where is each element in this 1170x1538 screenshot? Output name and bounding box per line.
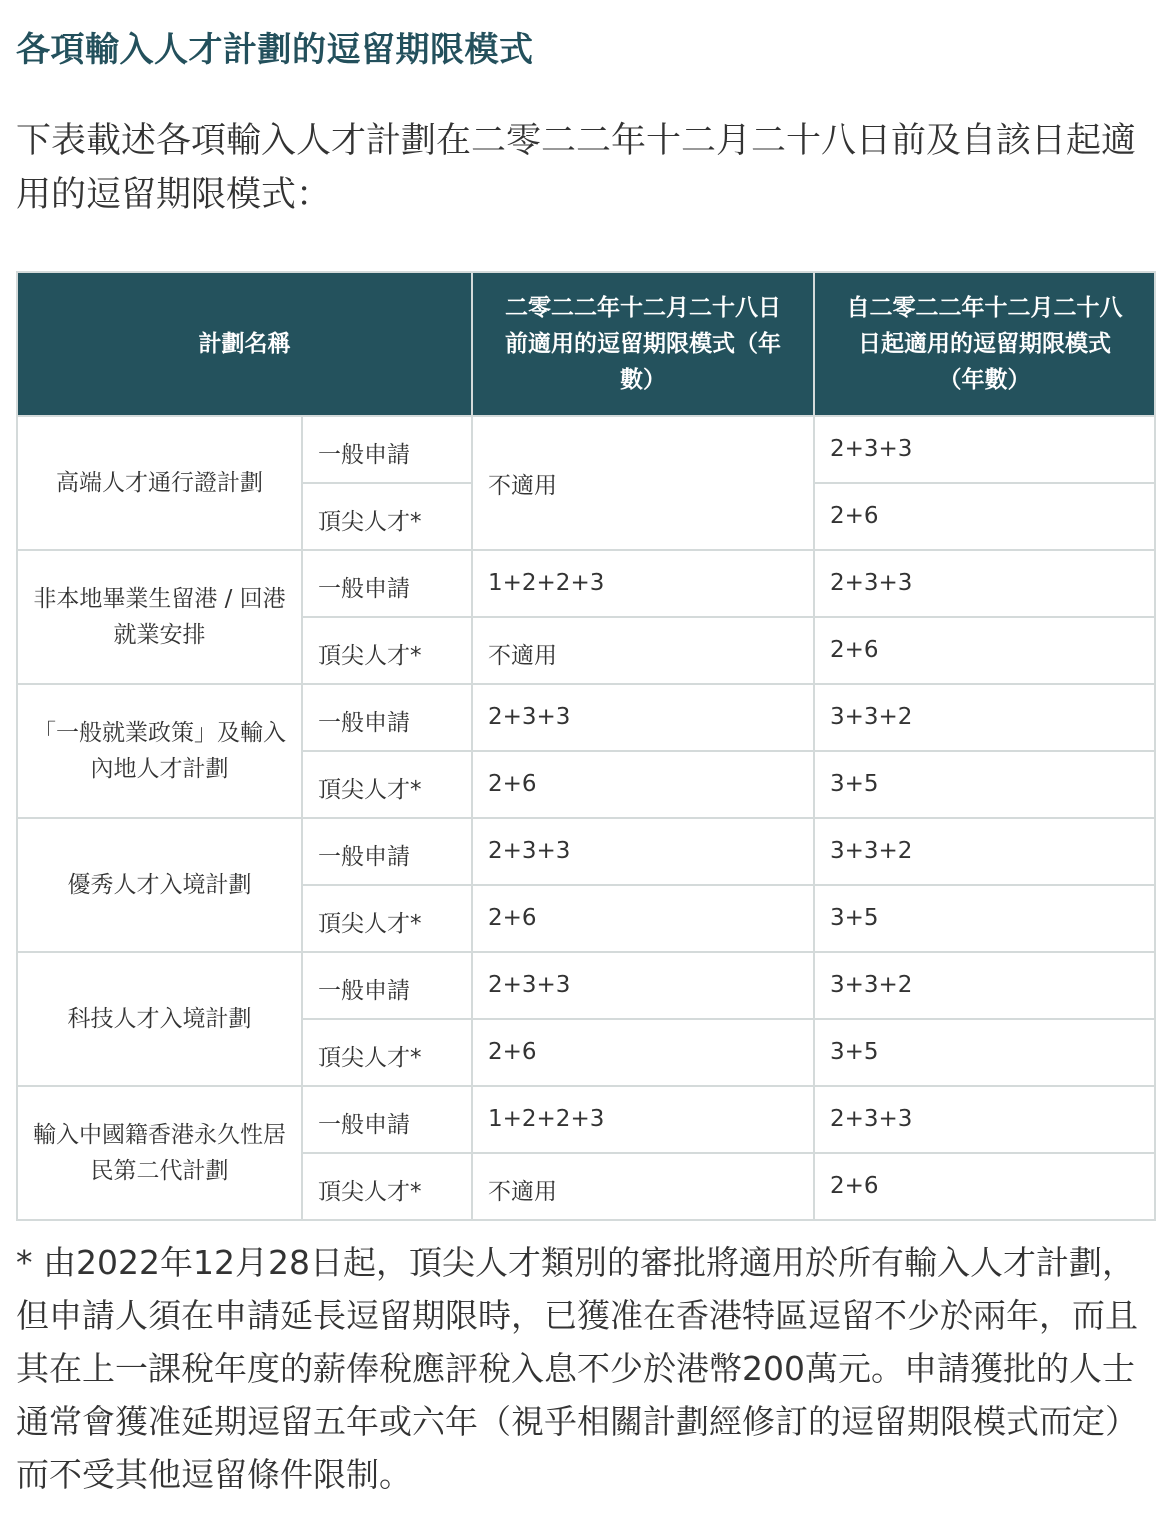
category-cell: 頂尖人才* [302, 1019, 472, 1086]
before-value-cell: 不適用 [472, 1153, 814, 1220]
category-cell: 一般申請 [302, 818, 472, 885]
after-value-cell: 3+5 [814, 751, 1155, 818]
category-cell: 頂尖人才* [302, 885, 472, 952]
category-cell: 一般申請 [302, 952, 472, 1019]
category-cell: 頂尖人才* [302, 1153, 472, 1220]
before-value-cell: 2+6 [472, 751, 814, 818]
before-value-cell: 2+3+3 [472, 684, 814, 751]
table-row [17, 1086, 1155, 1153]
category-cell: 一般申請 [302, 416, 472, 483]
category-cell: 一般申請 [302, 550, 472, 617]
page-heading: 各項輸入人才計劃的逗留期限模式 [16, 30, 534, 70]
before-value-cell: 不適用 [472, 617, 814, 684]
category-cell: 一般申請 [302, 684, 472, 751]
scheme-name-cell: 「一般就業政策」及輸入內地人才計劃 [17, 684, 302, 818]
category-cell: 頂尖人才* [302, 751, 472, 818]
after-value-cell: 3+5 [814, 885, 1155, 952]
table-header-row [17, 272, 1155, 416]
category-cell: 頂尖人才* [302, 617, 472, 684]
after-value-cell: 3+3+2 [814, 818, 1155, 885]
scheme-name-cell: 高端人才通行證計劃 [17, 416, 302, 550]
after-value-cell: 2+6 [814, 1153, 1155, 1220]
header-scheme-name: 計劃名稱 [17, 272, 472, 416]
table-row [17, 818, 1155, 885]
before-value-cell: 1+2+2+3 [472, 550, 814, 617]
before-value-cell: 2+6 [472, 1019, 814, 1086]
after-value-cell: 2+6 [814, 617, 1155, 684]
after-value-cell: 3+3+2 [814, 684, 1155, 751]
before-value-cell: 2+3+3 [472, 952, 814, 1019]
scheme-name-cell: 非本地畢業生留港 / 回港就業安排 [17, 550, 302, 684]
after-value-cell: 2+6 [814, 483, 1155, 550]
before-value-cell: 2+6 [472, 885, 814, 952]
table-row [17, 550, 1155, 617]
stay-period-table [16, 271, 1156, 1221]
scheme-name-cell: 輸入中國籍香港永久性居民第二代計劃 [17, 1086, 302, 1220]
header-from-date: 自二零二二年十二月二十八日起適用的逗留期限模式（年數） [814, 272, 1155, 416]
before-value-cell: 2+3+3 [472, 818, 814, 885]
after-value-cell: 2+3+3 [814, 416, 1155, 483]
after-value-cell: 2+3+3 [814, 550, 1155, 617]
intro-paragraph: 下表載述各項輸入人才計劃在二零二二年十二月二十八日前及自該日起適用的逗留期限模式： [16, 121, 1137, 215]
after-value-cell: 3+5 [814, 1019, 1155, 1086]
table-row [17, 684, 1155, 751]
after-value-cell: 2+3+3 [814, 1086, 1155, 1153]
before-value-cell: 不適用 [472, 416, 814, 550]
table-row [17, 416, 1155, 483]
category-cell: 一般申請 [302, 1086, 472, 1153]
table-row [17, 952, 1155, 1019]
after-value-cell: 3+3+2 [814, 952, 1155, 1019]
footnote: * 由2022年12月28日起，頂尖人才類別的審批將適用於所有輸入人才計劃，但申請人須在申請延長逗留期限時，已獲准在香港特區逗留不少於兩年，而且其在上一課稅年度的薪俸稅應評稅入息不少於港幣200萬元。申請獲批的人士通常會獲准延期逗留五年或六年（視乎相關計劃經修訂的逗留期限模式而定）而不受其他逗留條件限制。 [16, 1243, 1138, 1494]
scheme-name-cell: 優秀人才入境計劃 [17, 818, 302, 952]
category-cell: 頂尖人才* [302, 483, 472, 550]
scheme-name-cell: 科技人才入境計劃 [17, 952, 302, 1086]
before-value-cell: 1+2+2+3 [472, 1086, 814, 1153]
header-before-date: 二零二二年十二月二十八日前適用的逗留期限模式（年數） [472, 272, 814, 416]
